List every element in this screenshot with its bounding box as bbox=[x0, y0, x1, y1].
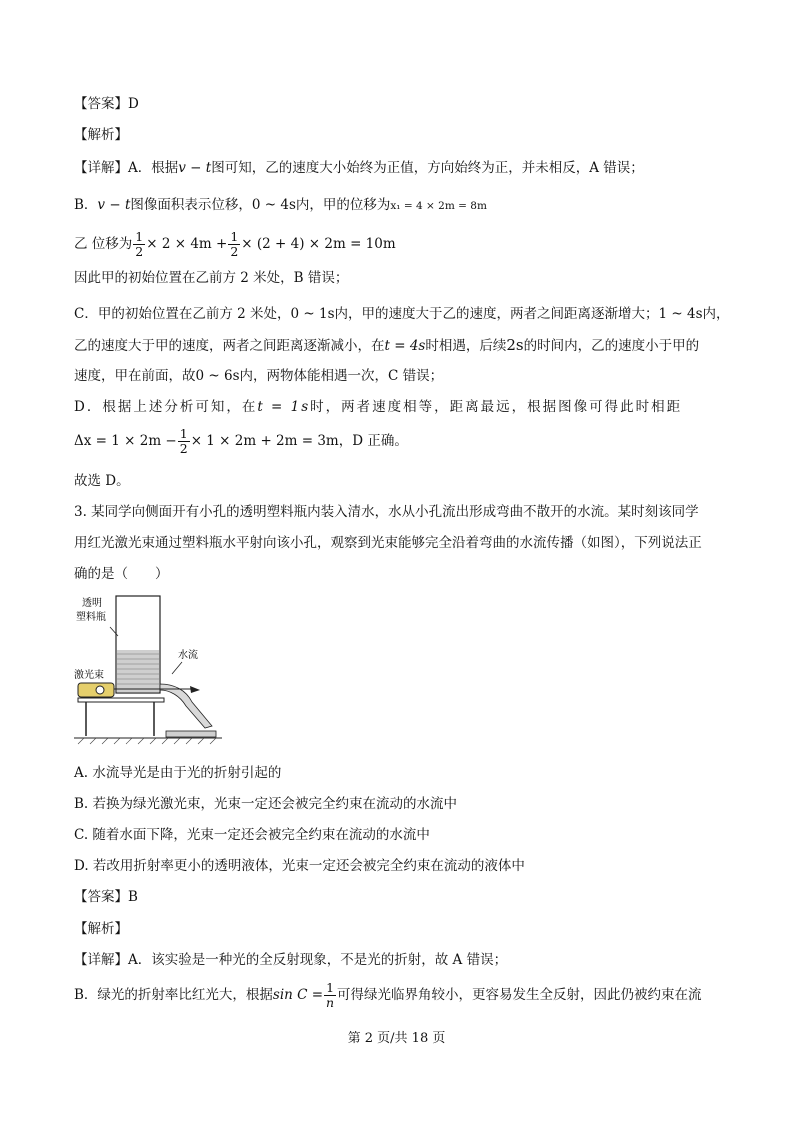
detail2-b: B．绿光的折射率比红光大，根据sin C = $\frac{1}{n}$ 可得绿光临界角较小，更容易发生全反射，因此仍被约束在流 bbox=[74, 980, 702, 1010]
detail-c-line3: 速度，甲在前面，故0 ~ 6s内，两物体能相遇一次，C 错误； bbox=[74, 368, 444, 384]
fraction: $\frac{1}{2}$ bbox=[179, 426, 188, 456]
flow-label: 水流 bbox=[178, 650, 198, 661]
option-d: D. 若改用折射率更小的透明液体，光束一定还会被完全约束在流动的液体中 bbox=[74, 858, 525, 874]
analysis-heading-2: 【解析】 bbox=[74, 921, 128, 937]
laser-lens bbox=[96, 686, 104, 694]
fraction: $\frac{1}{n}$ bbox=[326, 980, 335, 1010]
question-3-line1: 3. 某同学向侧面开有小孔的透明塑料瓶内装入清水，水从小孔流出形成弯曲不散开的水流。某时刻该同学 bbox=[74, 504, 699, 520]
detail-b-line3: 因此甲的初始位置在乙前方 2 米处，B 错误； bbox=[74, 270, 349, 286]
analysis-heading: 【解析】 bbox=[74, 127, 128, 143]
water-basin bbox=[166, 731, 216, 737]
detail-c-line1: C．甲的初始位置在乙前方 2 米处，0 ~ 1s内，甲的速度大于乙的速度，两者之间距离逐渐增大；1 ~ 4s内， bbox=[74, 306, 730, 322]
water-in-bottle bbox=[117, 650, 159, 692]
label-pointer bbox=[110, 627, 118, 636]
fraction: $\frac{1}{2}$ bbox=[135, 229, 144, 259]
option-a: A. 水流导光是由于光的折射引起的 bbox=[74, 765, 282, 781]
detail-d-line2: Δx = 1 × 2m − $\frac{1}{2}$ × 1 × 2m + 2m = 3m，D 正确。 bbox=[74, 426, 408, 456]
table-top bbox=[78, 698, 164, 702]
detail-d-line1: D．根据上述分析可知，在t = 1s时，两者速度相等，距离最远，根据图像可得此时相距 bbox=[74, 399, 683, 415]
answer-line-2: 【答案】B bbox=[74, 889, 138, 905]
ground-hatch bbox=[78, 738, 216, 744]
question-3-line3: 确的是（ ） bbox=[74, 566, 169, 582]
laser-label: 激光束 bbox=[74, 670, 104, 681]
fraction: $\frac{1}{2}$ bbox=[230, 229, 239, 259]
detail2-a: 【详解】A．该实验是一种光的全反射现象，不是光的折射，故 A 错误； bbox=[74, 952, 508, 968]
detail-a: 【详解】A．根据v − t图可知，乙的速度大小始终为正值，方向始终为正，并未相反，A 错误； bbox=[74, 160, 644, 176]
answer-line: 【答案】D bbox=[74, 96, 139, 112]
arrow-head bbox=[190, 686, 200, 693]
option-c: C. 随着水面下降，光束一定还会被完全约束在流动的水流中 bbox=[74, 827, 430, 843]
bottle-label: 塑料瓶 bbox=[76, 612, 106, 623]
conclusion-1: 故选 D。 bbox=[74, 473, 130, 489]
detail-b-line1: B．v − t图像面积表示位移，0 ~ 4s内，甲的位移为x₁ = 4 × 2m = 8m bbox=[74, 197, 487, 213]
bottle-label: 透明 bbox=[82, 598, 102, 609]
detail-c-line2: 乙的速度大于甲的速度，两者之间距离逐渐减小，在t = 4s时相遇，后续2s的时间内，乙的速度小于甲的 bbox=[74, 336, 700, 354]
experiment-figure bbox=[74, 594, 224, 746]
detail-b-line2: 乙 位移为 $\frac{1}{2}$ × 2 × 4m + $\frac{1}{2}$ × (2 + 4) × 2m = 10m bbox=[74, 229, 396, 259]
label-pointer bbox=[172, 662, 182, 674]
question-3-line2: 用红光激光束通过塑料瓶水平射向该小孔，观察到光束能够完全沿着弯曲的水流传播（如图），下列说法正 bbox=[74, 535, 702, 551]
page-footer: 第 2 页/共 18 页 bbox=[347, 1031, 446, 1046]
option-b: B. 若换为绿光激光束，光束一定还会被完全约束在流动的水流中 bbox=[74, 796, 458, 812]
water-stream bbox=[160, 684, 212, 728]
